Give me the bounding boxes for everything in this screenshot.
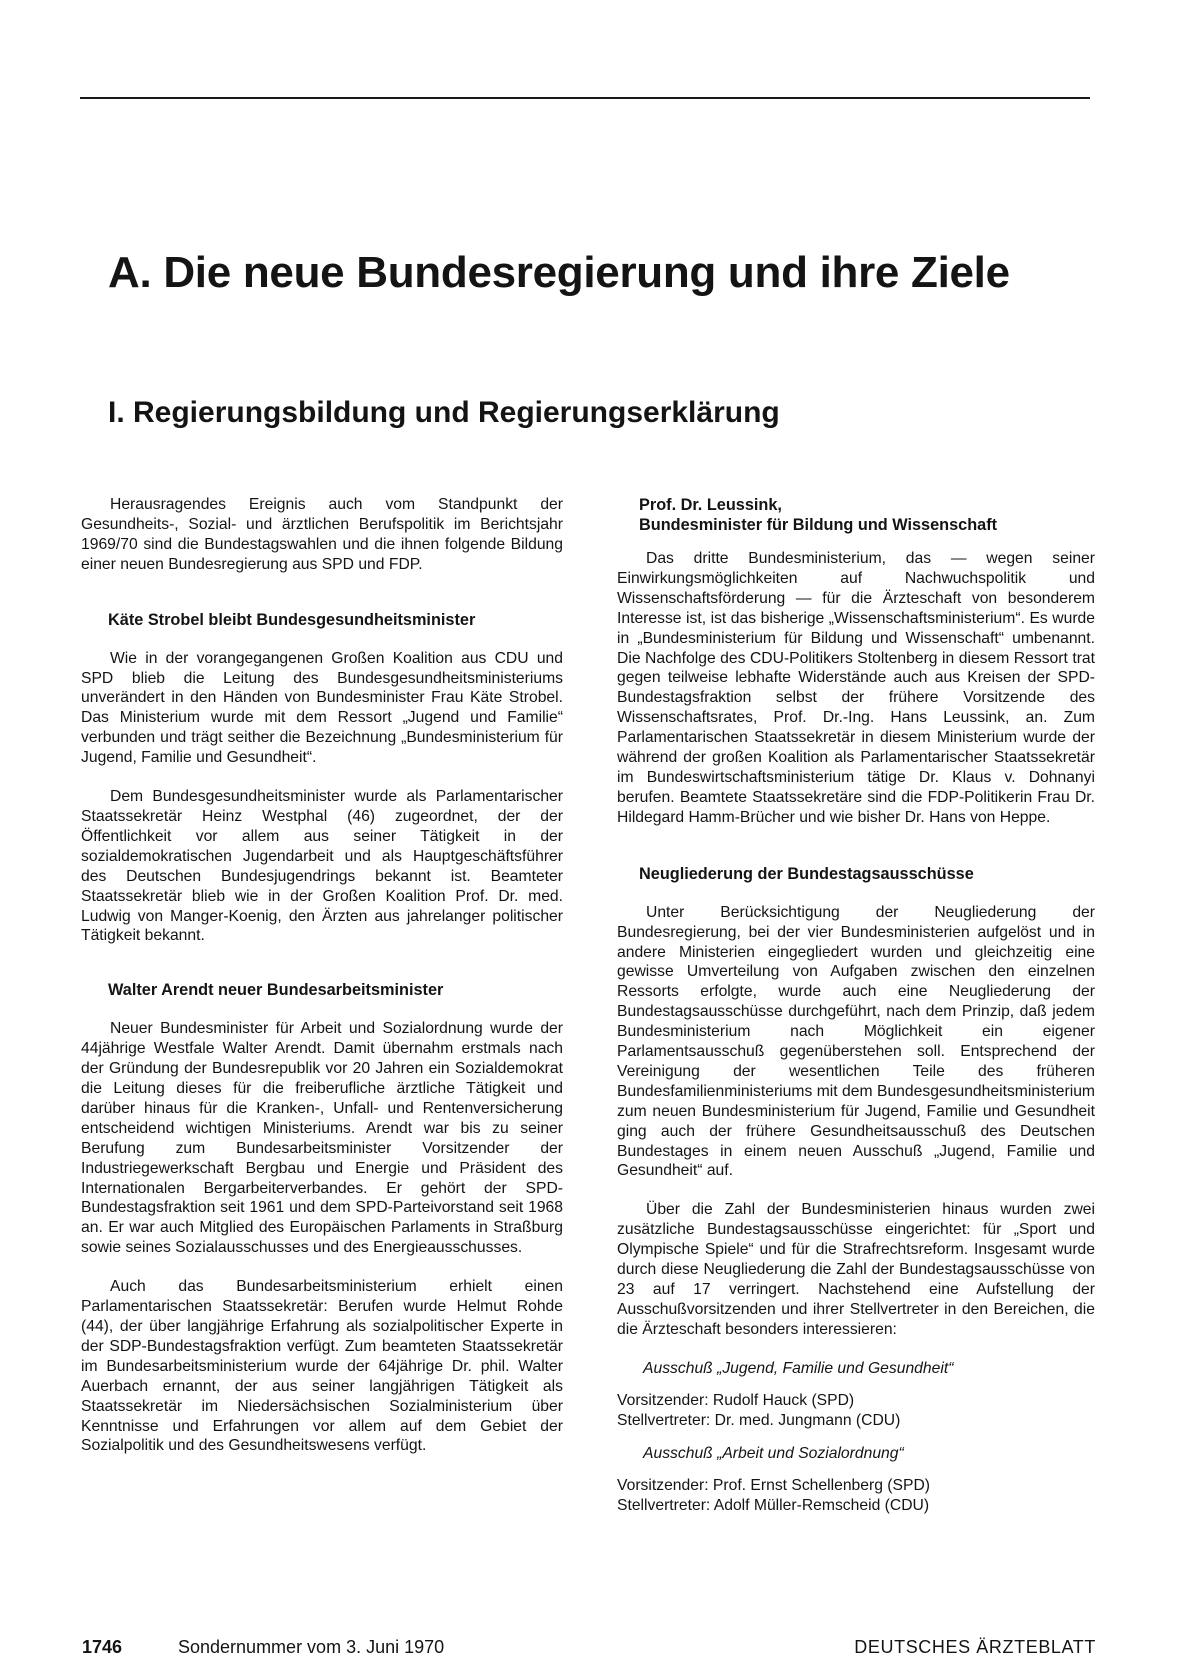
left-column <box>81 495 563 1475</box>
committee-name: Ausschuß „Jugend, Familie und Gesundheit“ <box>643 1359 954 1377</box>
leussink-heading <box>617 495 1095 535</box>
strobel-heading: Käte Strobel bleibt Bundesgesundheitsminister <box>108 610 476 629</box>
committee-block-1 <box>617 1359 1095 1431</box>
arendt-heading: Walter Arendt neuer Bundesarbeitsminister <box>108 981 444 1000</box>
arendt-paragraph-2: Auch das Bundesarbeitsministerium erhielt einen Parlamentarischen Staatssekretär: Berufen wurde Helmut Rohde (44), der über langjährige Erfahrung als sozialpolitischer Experte in der SDP-Bundestagsfraktion verfügt. Zum beamteten Staatssekretär im Bundesarbeitsministerium wurde der 64jährige Dr. phil. Walter Auerbach ernannt, der aus seiner langjährigen Tätigkeit als Staatssekretär im Niedersächsischen Sozialministerium über Kenntnisse und Erfahrungen vor allem auf dem Gebiet der Sozialpolitik und des Gesundheitswesens verfügt. <box>81 1278 563 1455</box>
committee-name: Ausschuß „Arbeit und Sozialordnung“ <box>643 1445 904 1463</box>
ausschuesse-heading: Neugliederung der Bundestagsausschüsse <box>639 864 974 883</box>
committee-chair: Vorsitzender: Prof. Ernst Schellenberg (SPD) <box>617 1477 931 1495</box>
ausschuesse-paragraph-2: Über die Zahl der Bundesministerien hinaus wurden zwei zusätzliche Bundestagsausschüsse eingerichtet: für „Sport und Olympische Spiele“ und für die Strafrechtsreform. Insgesamt wurde durch diese Neugliederung die Zahl der Bundestagsausschüsse von 23 auf 17 verringert. Nachstehend eine Aufstellung der Ausschußvorsitzenden und ihrer Stellvertreter in den Bereichen, die die Ärzteschaft besonders interessieren: <box>617 1201 1095 1338</box>
committee-chair: Vorsitzender: Rudolf Hauck (SPD) <box>617 1391 855 1409</box>
ausschuesse-paragraph-1: Unter Berücksichtigung der Neugliederung der Bundesregierung, bei der vier Bundesministerien aufgelöst und in andere Ministerien eingegliedert wurden und gleichzeitig eine gewisse Umverteilung von Aufgaben zwischen den einzelnen Ressorts erfolgte, wurde auch eine Neugliederung der Bundestagsausschüsse durchgeführt, nach dem Prinzip, daß jedem Bundesministerium nach Möglichkeit ein eigener Parlamentsausschuß gegenüberstehen soll. Entsprechend der Vereinigung der wesentlichen Teile des früheren Bundesfamilienministeriums mit dem Bundesgesundheitsministerium zum neuen Bundesministerium für Jugend, Familie und Gesundheit ging auch der frühere Gesundheitsausschuß des Deutschen Bundestages in einem neuen Ausschuß „Jugend, Familie und Gesundheit“ auf. <box>617 903 1095 1180</box>
committee-block-2 <box>617 1444 1095 1516</box>
leussink-paragraph: Das dritte Bundesministerium, das — wegen seiner Einwirkungsmöglichkeiten auf Nachwuchspolitik und Wissenschaftsförderung — für die Ärzteschaft von besonderem Interesse ist, ist das bisherige „Wissenschaftsministerium“. Es wurde in „Bundesministerium für Bildung und Wissenschaft“ umbenannt. Die Nachfolge des CDU-Politikers Stoltenberg in diesem Ressort trat gegen teilweise lebhafte Widerstände auch aus Kreisen der SPD-Bundestagsfraktion selbst der frühere Vorsitzende des Wissenschaftsrates, Prof. Dr.-Ing. Hans Leussink, an. Zum Parlamentarischen Staatssekretär in diesem Ministerium wurde der während der großen Koalition als Parlamentarischer Staatssekretär im Bundeswirtschaftsministerium tätige Dr. Klaus v. Dohnanyi berufen. Beamtete Staatssekretäre sind die FDP-Politikerin Frau Dr. Hildegard Hamm-Brücher und wie bisher Dr. Hans von Heppe. <box>617 550 1095 826</box>
top-rule <box>80 97 1090 99</box>
strobel-paragraph-1: Wie in der vorangegangenen Großen Koalition aus CDU und SPD blieb die Leitung des Bundesgesundheitsministeriums unverändert in den Händen von Bundesminister Frau Käte Strobel. Das Ministerium wurde mit dem Ressort „Jugend und Familie“ verbunden und trägt seither die Bezeichnung „Bundesministerium für Jugend, Familie und Gesundheit“. <box>81 649 563 767</box>
committee-deputy: Stellvertreter: Adolf Müller-Remscheid (CDU) <box>617 1497 930 1515</box>
journal-name: DEUTSCHES ÄRZTEBLATT <box>854 1637 1096 1657</box>
arendt-paragraph-1: Neuer Bundesminister für Arbeit und Sozialordnung wurde der 44jährige Westfale Walter Arendt. Damit übernahm erstmals nach der Gründung der Bundesrepublik vor 20 Jahren ein Sozialdemokrat die Leitung dieses für die freiberufliche ärztliche Tätigkeit und darüber hinaus für die Kranken-, Unfall- und Rentenversicherung entscheidend wichtigen Ministeriums. Arendt war bis zu seiner Berufung zum Bundesarbeitsminister Vorsitzender der Industriegewerkschaft Bergbau und Energie und Präsident des Internationalen Bergarbeiterverbandes. Er gehört der SPD-Bundestagsfraktion seit 1961 und dem SPD-Parteivorstand seit 1968 an. Er war auch Mitglied des Europäischen Parlaments in Straßburg sowie seines Sozialausschusses und des Energieausschusses. <box>81 1020 563 1257</box>
page-number: 1746 <box>82 1637 123 1657</box>
leussink-heading-line-1: Prof. Dr. Leussink, <box>639 496 782 514</box>
committee-deputy: Stellvertreter: Dr. med. Jungmann (CDU) <box>617 1411 901 1429</box>
intro-paragraph: Herausragendes Ereignis auch vom Standpunkt der Gesundheits-, Sozial- und ärztlichen Berufspolitik im Berichtsjahr 1969/70 sind die Bundestagswahlen und die ihnen folgende Bildung einer neuen Bundesregierung aus SPD und FDP. <box>81 496 563 573</box>
right-column <box>617 495 1095 1516</box>
strobel-paragraph-2: Dem Bundesgesundheitsminister wurde als Parlamentarischer Staatssekretär Heinz Westphal (46) zugeordnet, der der Öffentlichkeit vor allem aus seiner Tätigkeit in der sozialdemokratischen Jugendarbeit und als Hauptgeschäftsführer des Deutschen Bundesjugendrings bekannt ist. Beamteter Staatssekretär blieb wie in der Großen Koalition Prof. Dr. med. Ludwig von Manger-Koenig, den Ärzten aus jahrelanger politischer Tätigkeit bekannt. <box>81 788 563 945</box>
leussink-heading-line-2: Bundesminister für Bildung und Wissenschaft <box>639 516 998 534</box>
issue-date: Sondernummer vom 3. Juni 1970 <box>178 1637 445 1657</box>
section-title: I. Regierungsbildung und Regierungserklärung <box>108 396 780 429</box>
page-title: A. Die neue Bundesregierung und ihre Ziele <box>108 248 1010 297</box>
